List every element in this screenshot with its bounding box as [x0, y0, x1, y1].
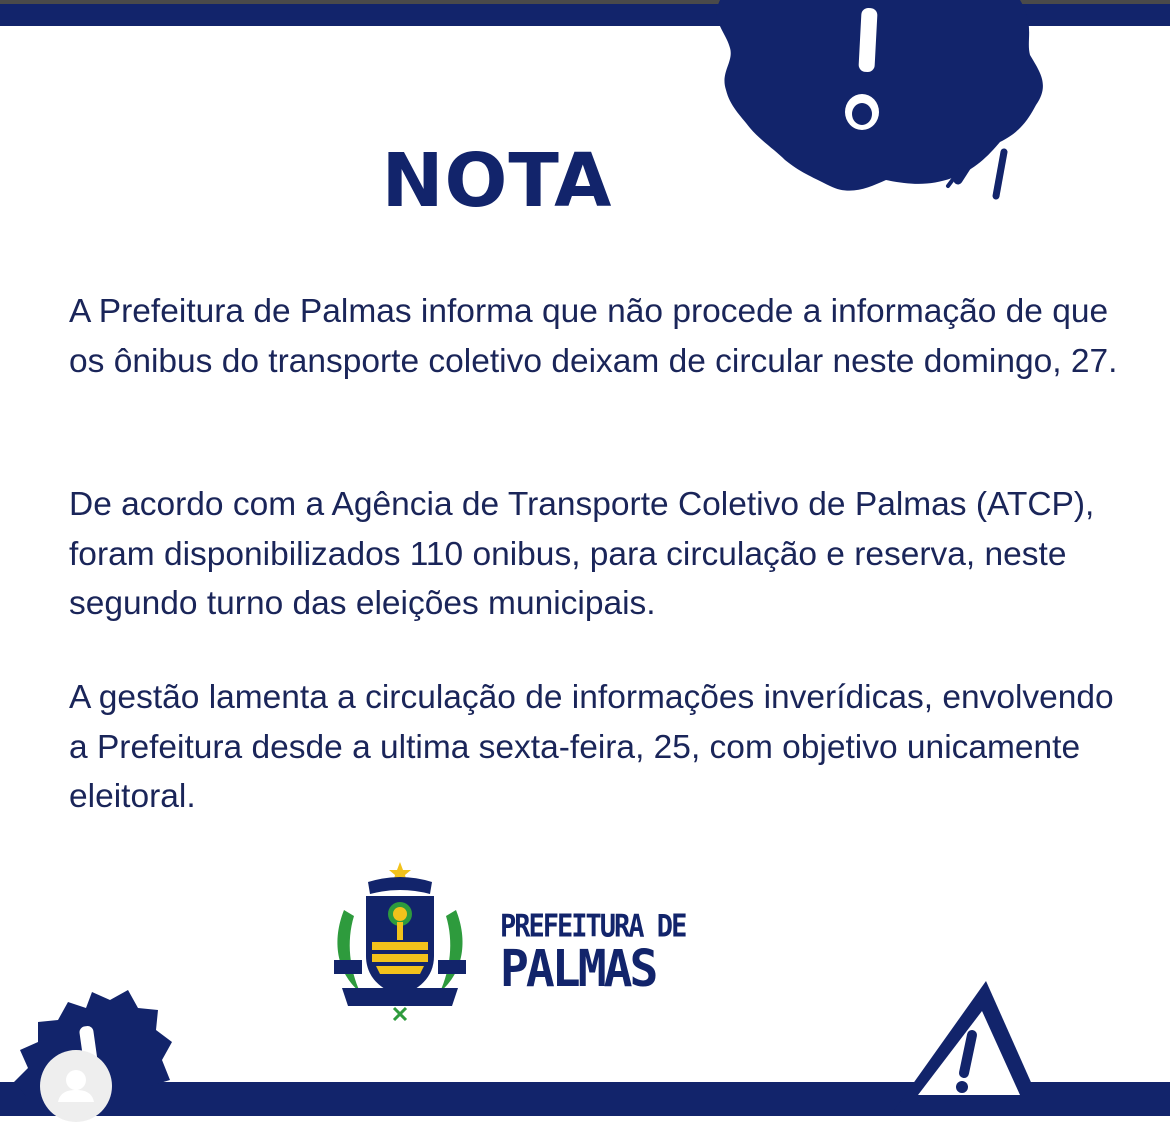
palmas-crest-logo	[330, 860, 470, 1025]
logo-line-2: PALMAS	[500, 939, 656, 999]
warning-triangle-icon	[870, 975, 1050, 1116]
logo-line-1: PREFEITURA DE	[500, 908, 686, 945]
notice-paragraph-3: A gestão lamenta a circulação de informações inverídicas, envolvendo a Prefeitura desde a ultima sexta-feira, 25, com objetivo unicamente eleitoral.	[69, 679, 1114, 815]
notice-title: NOTA	[381, 138, 613, 224]
user-avatar-icon[interactable]	[40, 1050, 112, 1122]
notice-paragraph-1: A Prefeitura de Palmas informa que não procede a informação de que os ônibus do transporte coletivo deixam de circular neste domingo, 27.	[69, 293, 1118, 380]
logo-wordmark	[500, 908, 686, 999]
notice-paragraph-2: De acordo com a Agência de Transporte Coletivo de Palmas (ATCP), foram disponibilizados 110 onibus, para circulação e reserva, neste segundo turno das eleições municipais.	[69, 486, 1095, 622]
